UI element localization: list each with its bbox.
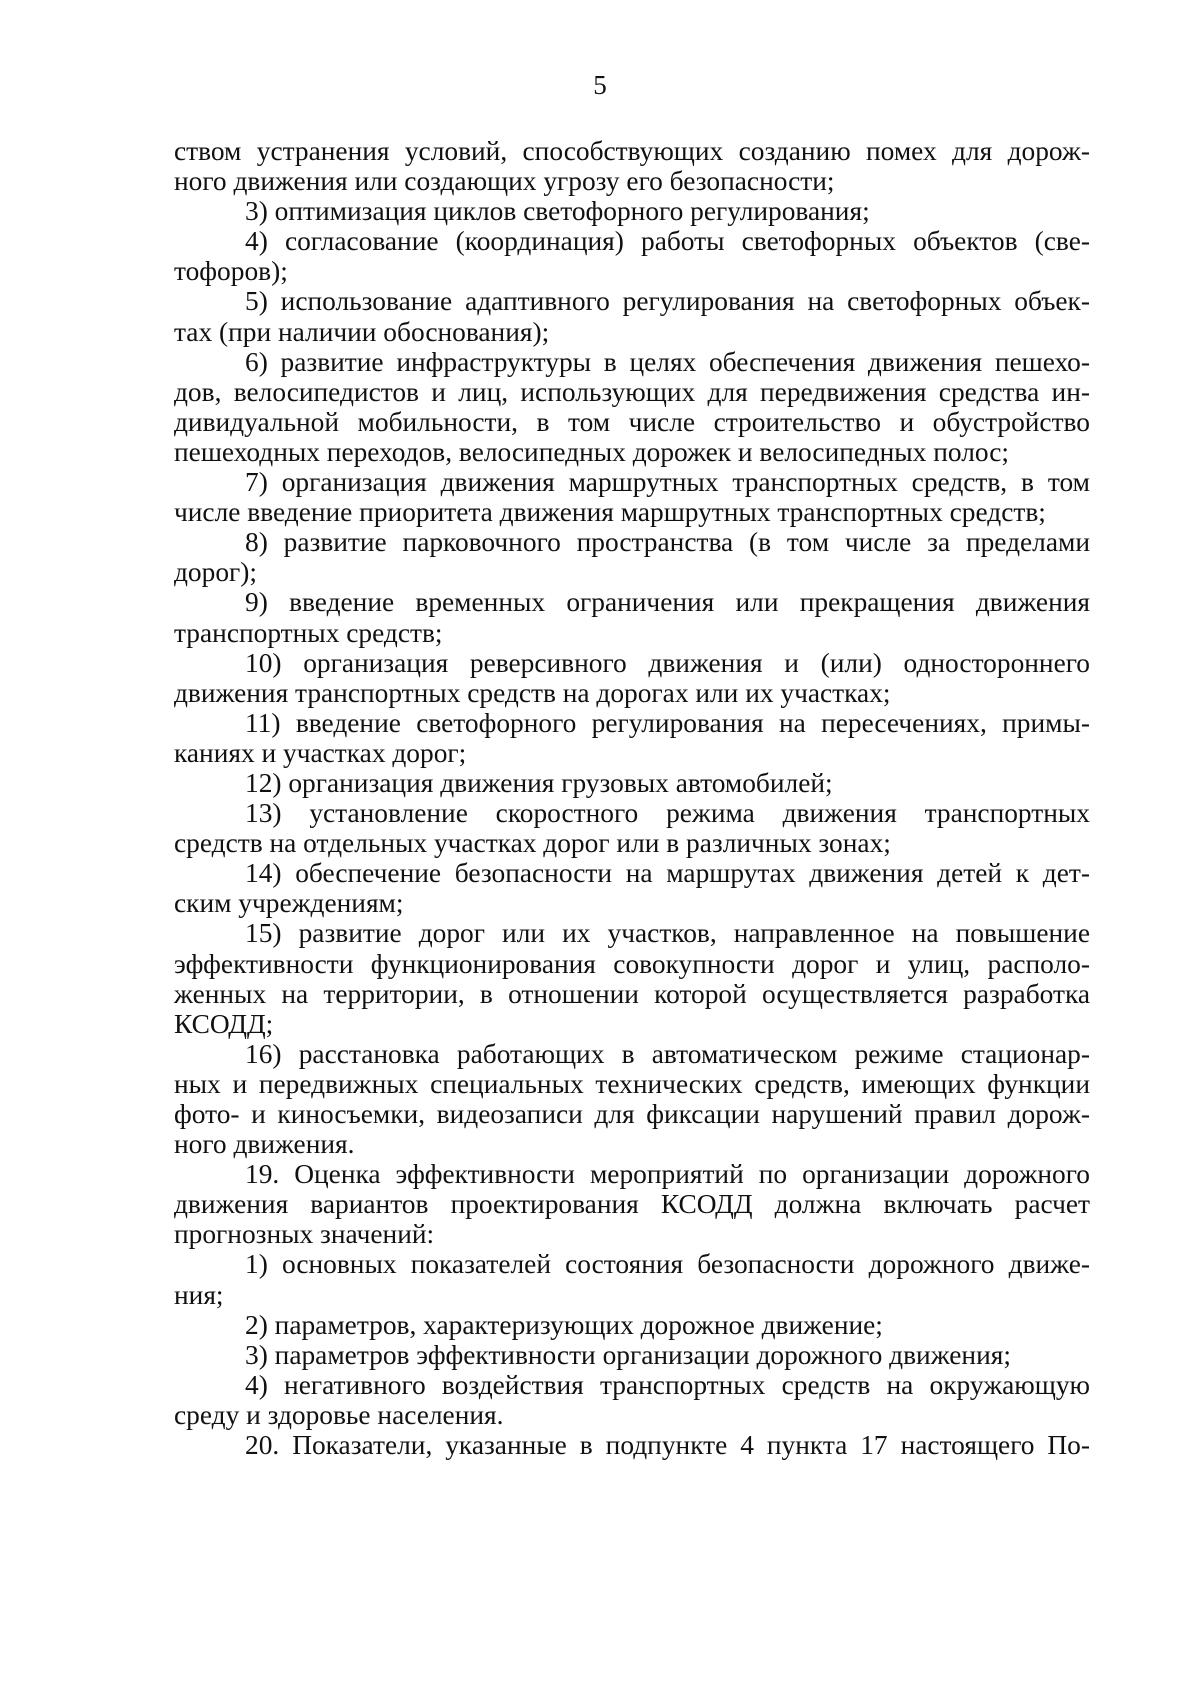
text-line-content: 16) расстановка работающих в автоматическом режиме стационар-	[245, 1038, 1090, 1069]
text-line	[174, 557, 1090, 587]
text-line	[174, 1159, 1090, 1189]
text-line	[174, 1430, 1090, 1460]
text-line-content: 19. Оценка эффективности мероприятий по организации дорожного	[245, 1159, 1090, 1190]
text-line	[174, 949, 1090, 979]
text-line	[174, 738, 1090, 768]
text-line-content: 3) оптимизация циклов светофорного регулирования;	[245, 196, 870, 227]
text-line-content: ским учреждениям;	[174, 888, 404, 919]
text-line-content: эффективности функционирования совокупности дорог и улиц, располо-	[174, 948, 1090, 979]
text-line-content: 11) введение светофорного регулирования на пересечениях, примы-	[245, 707, 1090, 738]
text-line	[174, 1340, 1090, 1370]
text-line-content: ного движения или создающих угрозу его безопасности;	[174, 166, 835, 197]
text-line-content: 7) организация движения маршрутных транспортных средств, в том	[245, 467, 1090, 498]
text-line-content: каниях и участках дорог;	[174, 737, 467, 768]
text-line-content: дов, велосипедистов и лиц, использующих для передвижения средства ин-	[174, 376, 1090, 407]
text-line	[174, 1099, 1090, 1129]
text-line	[174, 708, 1090, 738]
text-line	[174, 828, 1090, 858]
text-line	[174, 888, 1090, 918]
text-line-content: 6) развитие инфраструктуры в целях обеспечения движения пешехо-	[245, 346, 1090, 377]
text-line-content: 2) параметров, характеризующих дорожное движение;	[245, 1309, 883, 1340]
text-line	[174, 979, 1090, 1009]
text-line	[174, 196, 1090, 226]
text-line	[174, 1249, 1090, 1279]
text-line	[174, 858, 1090, 888]
text-line	[174, 918, 1090, 948]
text-line-content: ния;	[174, 1279, 224, 1310]
text-line	[174, 648, 1090, 678]
text-line	[174, 407, 1090, 437]
text-line-content: дорог);	[174, 557, 257, 588]
text-line-content: 13) установление скоростного режима движения транспортных	[245, 798, 1090, 829]
text-line-content: ством устранения условий, способствующих созданию помех для дорож-	[174, 136, 1090, 166]
text-line-content: 20. Показатели, указанные в подпункте 4 пункта 17 настоящего По-	[245, 1430, 1090, 1461]
text-line	[174, 587, 1090, 617]
text-line-content: движения вариантов проектирования КСОДД должна включать расчет	[174, 1189, 1090, 1220]
text-line	[174, 256, 1090, 286]
text-line	[174, 226, 1090, 256]
text-line	[174, 1280, 1090, 1310]
text-line-content: 5) использование адаптивного регулирования на светофорных объек-	[245, 286, 1090, 317]
text-line	[174, 347, 1090, 377]
text-line-content: 4) негативного воздействия транспортных средств на окружающую	[245, 1369, 1090, 1400]
text-line-content: 1) основных показателей состояния безопасности дорожного движе-	[245, 1249, 1090, 1280]
text-line	[174, 467, 1090, 497]
text-line	[174, 1009, 1090, 1039]
text-line	[174, 768, 1090, 798]
text-line-content: 8) развитие парковочного пространства (в том числе за пределами	[245, 527, 1090, 558]
text-line-content: числе введение приоритета движения маршрутных транспортных средств;	[174, 497, 1046, 528]
text-line	[174, 1129, 1090, 1159]
text-line-content: 3) параметров эффективности организации дорожного движения;	[245, 1339, 1011, 1370]
text-line-content: женных на территории, в отношении которой осуществляется разработка	[174, 978, 1090, 1009]
text-line-content: дивидуальной мобильности, в том числе строительство и обустройство	[174, 406, 1090, 437]
text-line	[174, 798, 1090, 828]
text-line	[174, 678, 1090, 708]
text-line	[174, 618, 1090, 648]
text-line	[174, 1189, 1090, 1219]
text-line-content: фото- и киносъемки, видеозаписи для фиксации нарушений правил дорож-	[174, 1099, 1090, 1129]
text-line-content: ного движения.	[174, 1129, 355, 1160]
text-line	[174, 1039, 1090, 1069]
text-line	[174, 497, 1090, 527]
text-line-content: транспортных средств;	[174, 617, 443, 648]
text-line-content: 9) введение временных ограничения или прекращения движения	[245, 587, 1090, 618]
text-line-content: 10) организация реверсивного движения и (или) одностороннего	[245, 647, 1090, 678]
text-line	[174, 527, 1090, 557]
text-line-content: ных и передвижных специальных технических средств, имеющих функции	[174, 1068, 1090, 1099]
text-line-content: 12) организация движения грузовых автомобилей;	[245, 767, 833, 798]
text-line-content: пешеходных переходов, велосипедных дорожек и велосипедных полос;	[174, 436, 1010, 467]
document-body	[174, 136, 1090, 1460]
text-line	[174, 1219, 1090, 1249]
text-line	[174, 166, 1090, 196]
text-line	[174, 1400, 1090, 1430]
text-line-content: средств на отдельных участках дорог или в различных зонах;	[174, 828, 891, 859]
text-line-content: тофоров);	[174, 256, 288, 287]
text-line	[174, 317, 1090, 347]
text-line	[174, 1310, 1090, 1340]
text-line	[174, 136, 1090, 166]
text-line-content: КСОДД;	[174, 1008, 274, 1039]
text-line-content: 4) согласование (координация) работы светофорных объектов (све-	[245, 226, 1090, 257]
text-line-content: прогнозных значений:	[174, 1219, 435, 1250]
text-line	[174, 1370, 1090, 1400]
text-line	[174, 1069, 1090, 1099]
page-number: 5	[593, 70, 607, 100]
text-line-content: тах (при наличии обоснования);	[174, 316, 550, 347]
text-line	[174, 377, 1090, 407]
text-line	[174, 437, 1090, 467]
text-line-content: среду и здоровье населения.	[174, 1399, 504, 1430]
text-line-content: 15) развитие дорог или их участков, направленное на повышение	[245, 918, 1090, 949]
text-line-content: 14) обеспечение безопасности на маршрутах движения детей к дет-	[245, 858, 1090, 889]
text-line	[174, 286, 1090, 316]
text-line-content: движения транспортных средств на дорогах или их участках;	[174, 677, 891, 708]
